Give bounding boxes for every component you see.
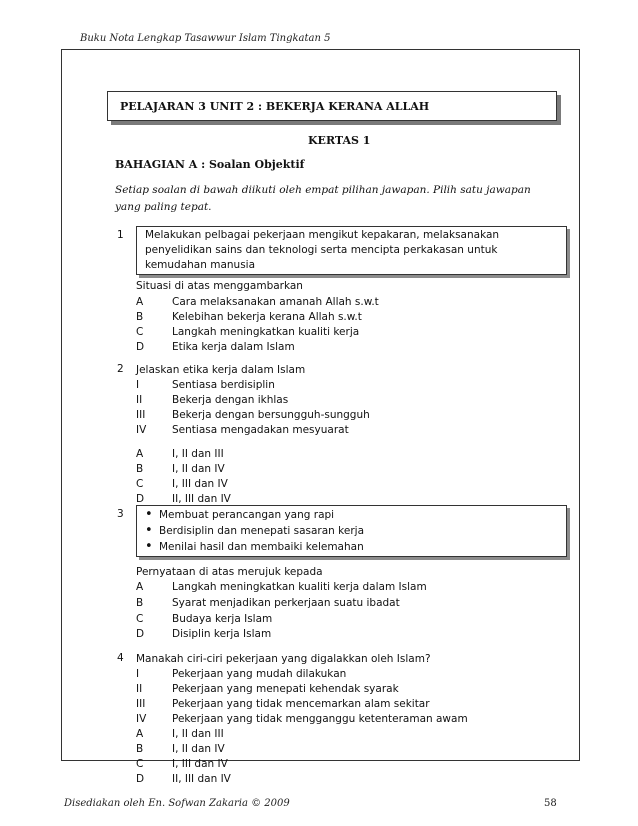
statement-key: II [136,394,143,406]
instructions: Setiap soalan di bawah diikuti oleh empat pilihan jawapan. Pilih satu jawapan yang paling tepat. [115,184,531,213]
option-text: I, III dan IV [172,758,228,770]
page-header: Buku Nota Lengkap Tasawwur Islam Tingkatan 5 [80,33,331,44]
option-text: I, III dan IV [172,478,228,490]
option-key: D [136,628,145,640]
option-key: A [136,728,144,740]
option-line [136,627,271,642]
option-line [136,580,427,595]
paper-title: KERTAS 1 [308,134,371,147]
statement-line [136,378,275,393]
option-line [136,757,228,772]
unit-title-box [107,91,557,121]
statement-text: Pekerjaan yang tidak mencemarkan alam sekitar [172,698,430,710]
option-key: D [136,493,145,505]
option-line [136,295,379,310]
option-text: Langkah meningkatkan kualiti kerja [172,326,360,338]
option-key: C [136,326,144,338]
option-line [136,477,228,492]
option-text: I, II dan III [172,728,224,740]
option-key: A [136,448,144,460]
statement-text: Bekerja dengan bersungguh-sungguh [172,409,370,421]
question-number: 1 [117,229,124,241]
question-prompt: Manakah ciri-ciri pekerjaan yang digalakkan oleh Islam? [136,653,431,665]
option-line [136,340,295,355]
question-bullet-box [136,505,567,557]
option-line [136,612,272,627]
option-key: B [136,311,144,323]
bullet-item: • Berdisiplin dan menepati sasaran kerja [143,523,560,539]
statement-key: III [136,698,146,710]
bullet-list [143,507,560,555]
statement-key: IV [136,424,147,436]
statement-text: Pekerjaan yang mudah dilakukan [172,668,347,680]
option-text: Etika kerja dalam Islam [172,341,295,353]
option-line [136,727,224,742]
statement-key: III [136,409,146,421]
unit-title: PELAJARAN 3 UNIT 2 : BEKERJA KERANA ALLAH [120,99,430,113]
question-prompt: Situasi di atas menggambarkan [136,280,303,292]
option-key: B [136,463,144,475]
question-prompt: Pernyataan di atas merujuk kepada [136,566,323,578]
option-text: Langkah meningkatkan kualiti kerja dalam Islam [172,581,427,593]
option-text: Budaya kerja Islam [172,613,273,625]
question-prompt: Jelaskan etika kerja dalam Islam [136,364,306,376]
option-key: A [136,296,144,308]
question-number: 3 [117,508,124,520]
statement-text: Pekerjaan yang tidak mengganggu ketenteraman awam [172,713,468,725]
statement-key: I [136,668,140,680]
statement-key: I [136,379,140,391]
statement-line [136,423,349,438]
option-line [136,596,400,611]
statement-line [136,408,370,423]
option-key: C [136,478,144,490]
option-key: C [136,613,144,625]
option-key: A [136,581,144,593]
option-key: B [136,597,144,609]
option-line [136,772,231,787]
statement-line [136,393,288,408]
statement-text: Bekerja dengan ikhlas [172,394,289,406]
option-key: C [136,758,144,770]
option-line [136,325,359,340]
option-line [136,462,225,477]
option-text: Cara melaksanakan amanah Allah s.w.t [172,296,379,308]
statement-line [136,712,468,727]
statement-line [136,697,430,712]
footer-author: Disediakan oleh En. Sofwan Zakaria © 2009 [64,798,290,809]
option-line [136,742,225,757]
statement-line [136,667,346,682]
option-text: I, II dan IV [172,463,225,475]
statement-line [136,682,399,697]
statement-text: Sentiasa berdisiplin [172,379,275,391]
option-line [136,447,224,462]
option-key: D [136,773,145,785]
section-title: BAHAGIAN A : Soalan Objektif [115,158,305,171]
statement-text: Pekerjaan yang menepati kehendak syarak [172,683,399,695]
statement-key: II [136,683,143,695]
option-text: Kelebihan bekerja kerana Allah s.w.t [172,311,362,323]
statement-key: IV [136,713,147,725]
question-stem-box: Melakukan pelbagai pekerjaan mengikut kepakaran, melaksanakan penyelidikan sains dan teknologi serta mencipta perkakasan untuk kemudahan manusia [136,226,567,275]
option-line [136,310,362,325]
page-number: 58 [544,798,557,809]
bullet-item: • Menilai hasil dan membaiki kelemahan [143,539,560,555]
statement-text: Sentiasa mengadakan mesyuarat [172,424,349,436]
option-text: II, III dan IV [172,493,231,505]
option-text: II, III dan IV [172,773,231,785]
option-text: Syarat menjadikan perkerjaan suatu ibadat [172,597,400,609]
option-key: D [136,341,145,353]
question-number: 2 [117,363,124,375]
option-key: B [136,743,144,755]
question-number: 4 [117,652,124,664]
option-text: I, II dan III [172,448,224,460]
option-text: I, II dan IV [172,743,225,755]
bullet-item: • Membuat perancangan yang rapi [143,507,560,523]
option-text: Disiplin kerja Islam [172,628,272,640]
